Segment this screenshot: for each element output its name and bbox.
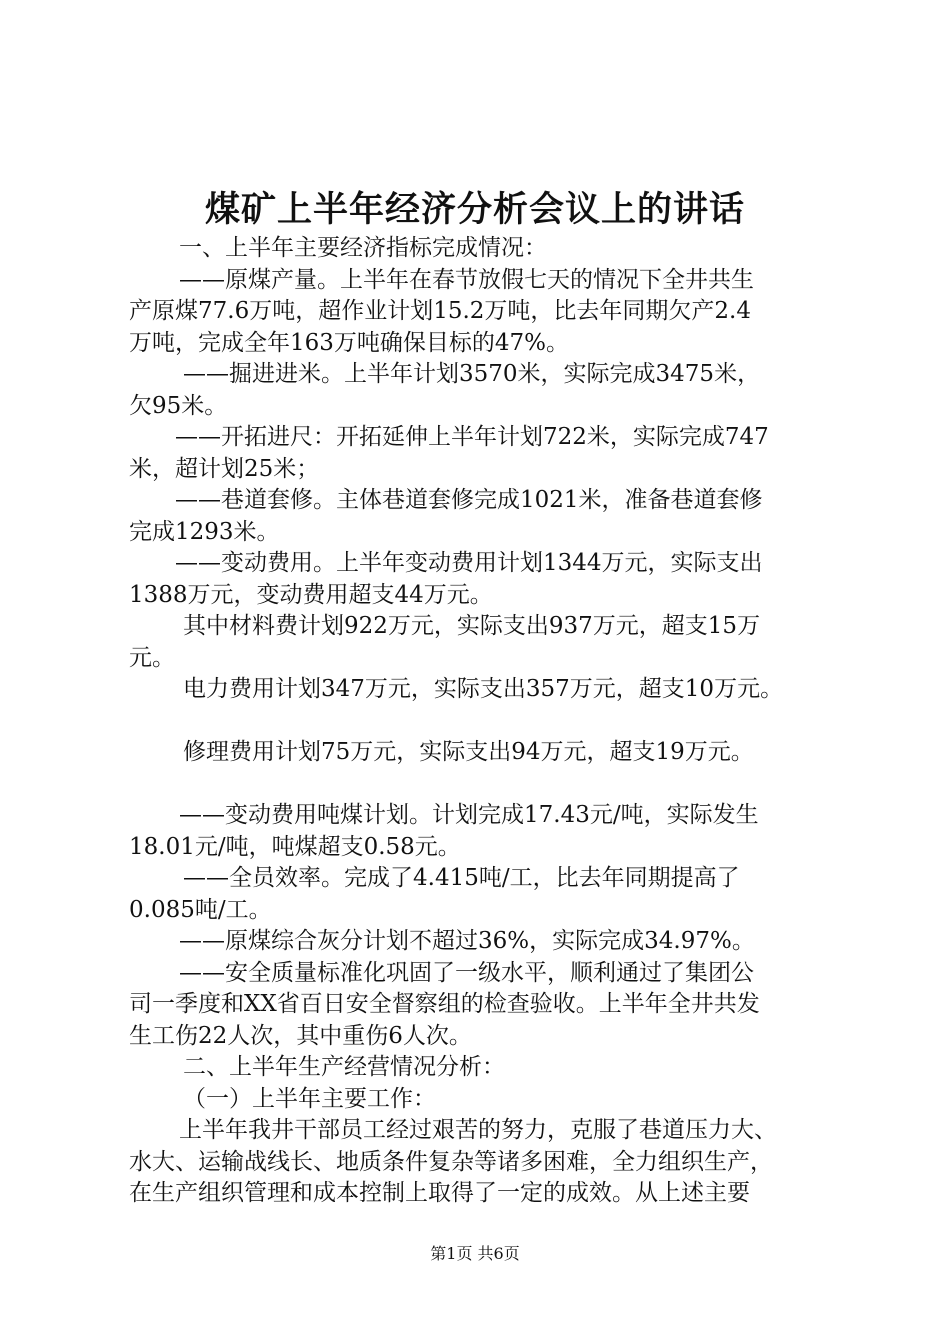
section-heading: 二、上半年生产经营情况分析： (183, 1054, 505, 1080)
paragraph-line: ——安全质量标准化巩固了一级水平，顺利通过了集团公 (179, 959, 754, 986)
paragraph-line: ——巷道套修。主体巷道套修完成1021米，准备巷道套修 (175, 487, 763, 513)
paragraph-line: 欠95米。 (129, 392, 228, 419)
paragraph-line: ——原煤产量。上半年在春节放假七天的情况下全井共生 (179, 266, 754, 293)
document-body (129, 233, 834, 1210)
paragraph-line: ——开拓进尺：开拓延伸上半年计划722米，实际完成747 (175, 424, 769, 450)
paragraph-line: 水大、运输战线长、地质条件复杂等诸多困难，全力组织生产， (129, 1148, 773, 1175)
paragraph-line: 米，超计划25米； (129, 455, 320, 482)
section-heading: 一、上半年主要经济指标完成情况： (179, 235, 547, 261)
paragraph-line: 生工伤22人次，其中重伤6人次。 (129, 1022, 472, 1049)
blank-line (129, 706, 834, 738)
paragraph-line: ——变动费用吨煤计划。计划完成17.43元/吨，实际发生 (179, 802, 759, 828)
paragraph-line: 万吨，完成全年163万吨确保目标的47%。 (129, 329, 570, 356)
paragraph-line: 1388万元，变动费用超支44万元。 (129, 581, 493, 608)
paragraph-line: 电力费用计划347万元，实际支出357万元，超支10万元。 (183, 676, 784, 702)
document-title: 煤矿上半年经济分析会议上的讲话 (204, 189, 745, 230)
paragraph-line: 在生产组织管理和成本控制上取得了一定的成效。从上述主要 (129, 1180, 750, 1206)
paragraph-line: 司一季度和XX省百日安全督察组的检查验收。上半年全井共发 (129, 991, 760, 1017)
blank-line (129, 769, 834, 801)
paragraph-line: 上半年我井干部员工经过艰苦的努力，克服了巷道压力大、 (179, 1117, 777, 1143)
paragraph-line: ——变动费用。上半年变动费用计划1344万元，实际支出 (175, 550, 763, 576)
paragraph-line: ——掘进进米。上半年计划3570米，实际完成3475米， (183, 361, 761, 387)
paragraph-line: ——原煤综合灰分计划不超过36%，实际完成34.97%。 (179, 928, 755, 954)
paragraph-line: 完成1293米。 (129, 518, 280, 545)
paragraph-line: 其中材料费计划922万元，实际支出937万元，超支15万 (183, 613, 761, 639)
page-footer: 第1页 共6页 (430, 1244, 520, 1263)
paragraph-line: 18.01元/吨，吨煤超支0.58元。 (129, 833, 461, 860)
subsection-heading: （一）上半年主要工作： (183, 1085, 436, 1112)
paragraph-line: 产原煤77.6万吨，超作业计划15.2万吨，比去年同期欠产2.4 (129, 298, 751, 324)
paragraph-line: 元。 (129, 644, 175, 671)
paragraph-line: 0.085吨/工。 (129, 896, 272, 923)
paragraph-line: ——全员效率。完成了4.415吨/工，比去年同期提高了 (183, 865, 740, 891)
paragraph-line: 修理费用计划75万元，实际支出94万元，超支19万元。 (183, 739, 754, 765)
